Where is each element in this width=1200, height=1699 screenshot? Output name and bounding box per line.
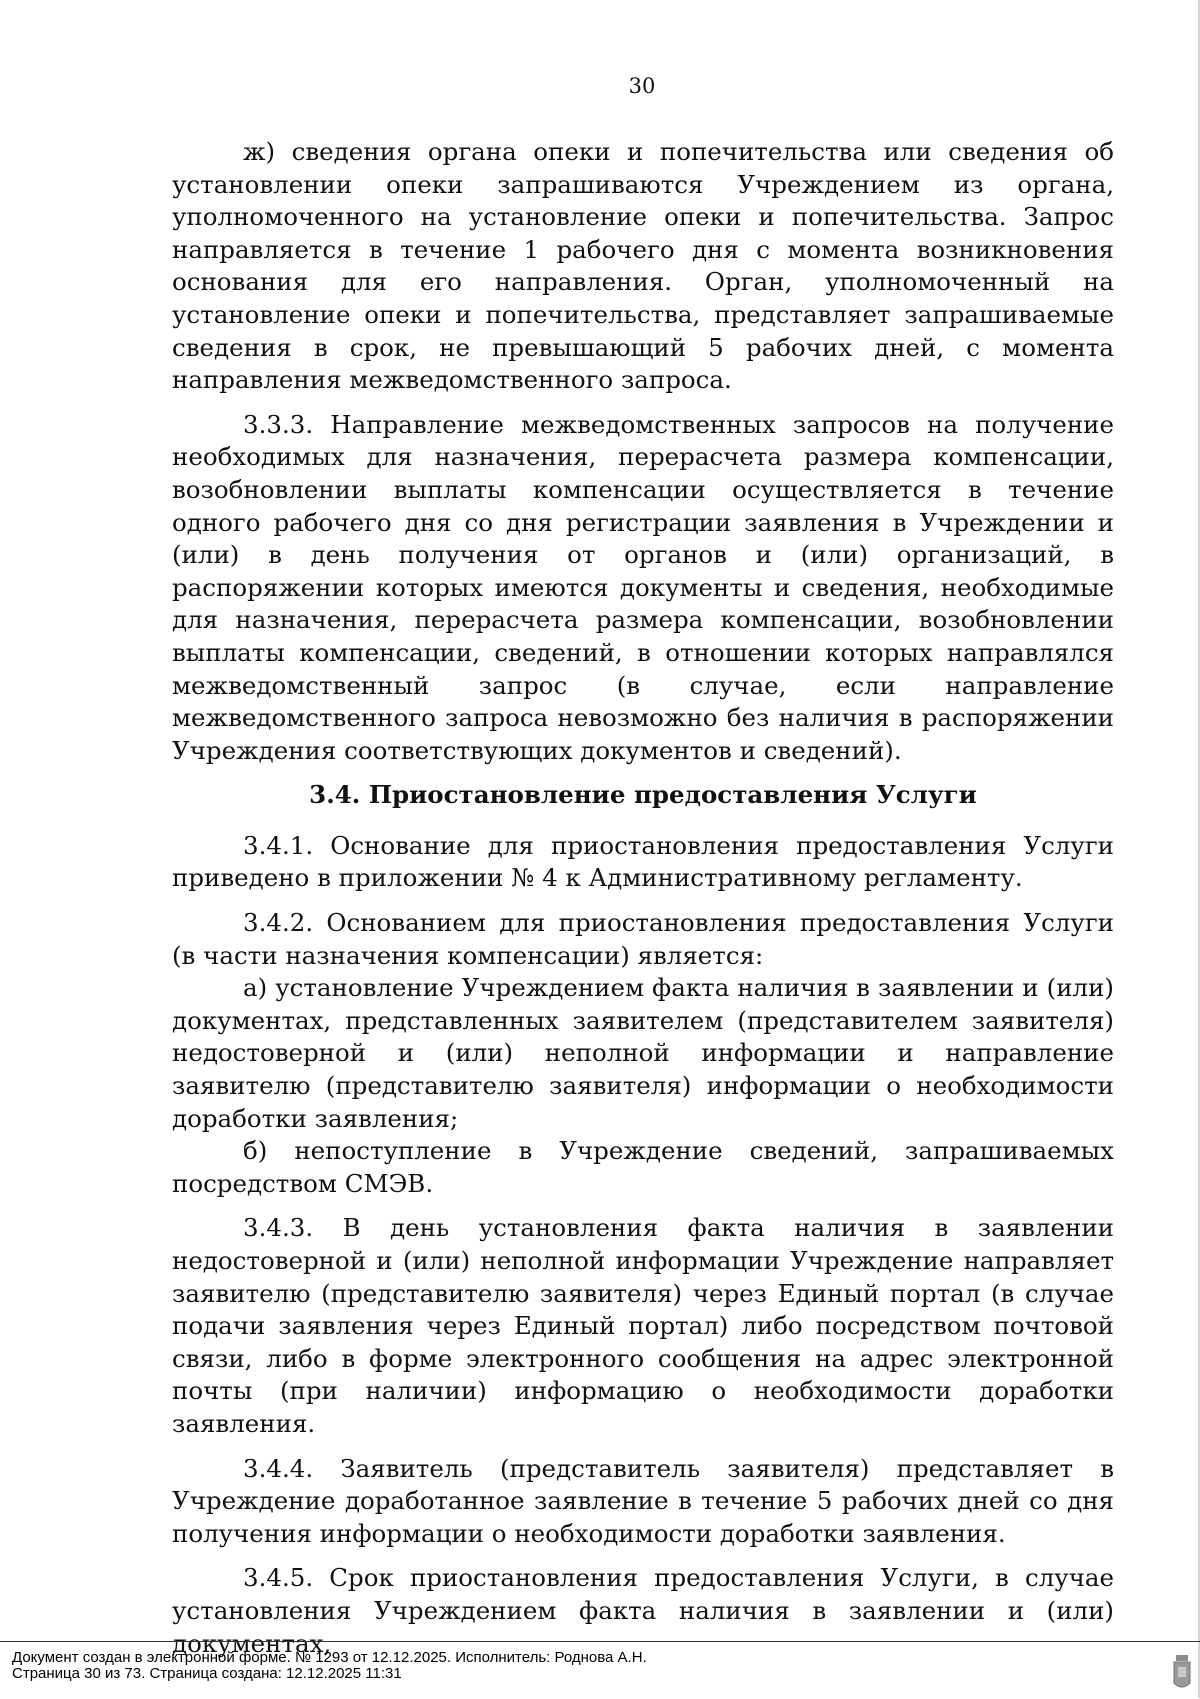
paragraph-3-4-2: 3.4.2. Основанием для приостановления предоставления Услуги (в части назначения компенсации) является: <box>172 908 1114 970</box>
document-footer <box>0 1641 1200 1699</box>
page-number: 30 <box>628 74 656 98</box>
footer-page-info: Страница 30 из 73. Страница создана: 12.12.2025 11:31 <box>12 1665 402 1682</box>
paragraph-3-4-3: 3.4.3. В день установления факта наличия в заявлении недостоверной и (или) неполной информации Учреждение направляет заявителю (представителю заявителя) через Единый портал (в случае подачи заявления через Единый портал) либо посредством почтовой связи, либо в форме электронного сообщения на адрес электронной почты (при наличии) информацию о необходимости доработки заявления. <box>172 1213 1114 1438</box>
paragraph-item-b: б) непоступление в Учреждение сведений, запрашиваемых посредством СМЭВ. <box>172 1136 1114 1198</box>
coat-of-arms-icon <box>1172 1653 1192 1693</box>
paragraph-3-3-3: 3.3.3. Направление межведомственных запросов на получение необходимых для назначения, перерасчета размера компенсации, возобновлении выплаты компенсации осуществляется в течение одного рабочего дня со дня регистрации заявления в Учреждении и (или) в день получения от органов и (или) организаций, в распоряжении которых имеются документы и сведения, необходимые для назначения, перерасчета размера компенсации, возобновлении выплаты компенсации, сведений, в отношении которых направлялся межведомственный запрос (в случае, если направление межведомственного запроса невозможно без наличия в распоряжении Учреждения соответствующих документов и сведений). <box>172 409 1114 765</box>
document-body <box>172 136 1114 1672</box>
section-heading: 3.4. Приостановление предоставления Услуги <box>309 780 977 810</box>
paragraph-3-4-5: 3.4.5. Срок приостановления предоставления Услуги, в случае установления Учреждением факта наличия в заявлении и (или) документах, <box>172 1563 1114 1658</box>
paragraph-item-a: а) установление Учреждением факта наличия в заявлении и (или) документах, представленных заявителем (представителем заявителя) недостоверной и (или) неполной информации и направление заявителю (представителю заявителя) информации о необходимости доработки заявления; <box>172 973 1114 1133</box>
footer-document-info: Документ создан в электронной форме. № 1293 от 12.12.2025. Исполнитель: Роднова А.Н. <box>12 1649 647 1666</box>
paragraph-3-4-4: 3.4.4. Заявитель (представитель заявителя) представляет в Учреждение доработанное заявление в течение 5 рабочих дней со дня получения информации о необходимости доработки заявления. <box>172 1453 1114 1548</box>
paragraph-3-4-1: 3.4.1. Основание для приостановления предоставления Услуги приведено в приложении № 4 к Административному регламенту. <box>172 830 1114 893</box>
paragraph-zh: ж) сведения органа опеки и попечительства или сведения об установлении опеки запрашиваются Учреждением из органа, уполномоченного на установление опеки и попечительства. Запрос направляется в течение 1 рабочего дня с момента возникновения основания для его направления. Орган, уполномоченный на установление опеки и попечительства, представляет запрашиваемые сведения в срок, не превышающий 5 рабочих дней, с момента направления межведомственного запроса. <box>172 137 1114 395</box>
